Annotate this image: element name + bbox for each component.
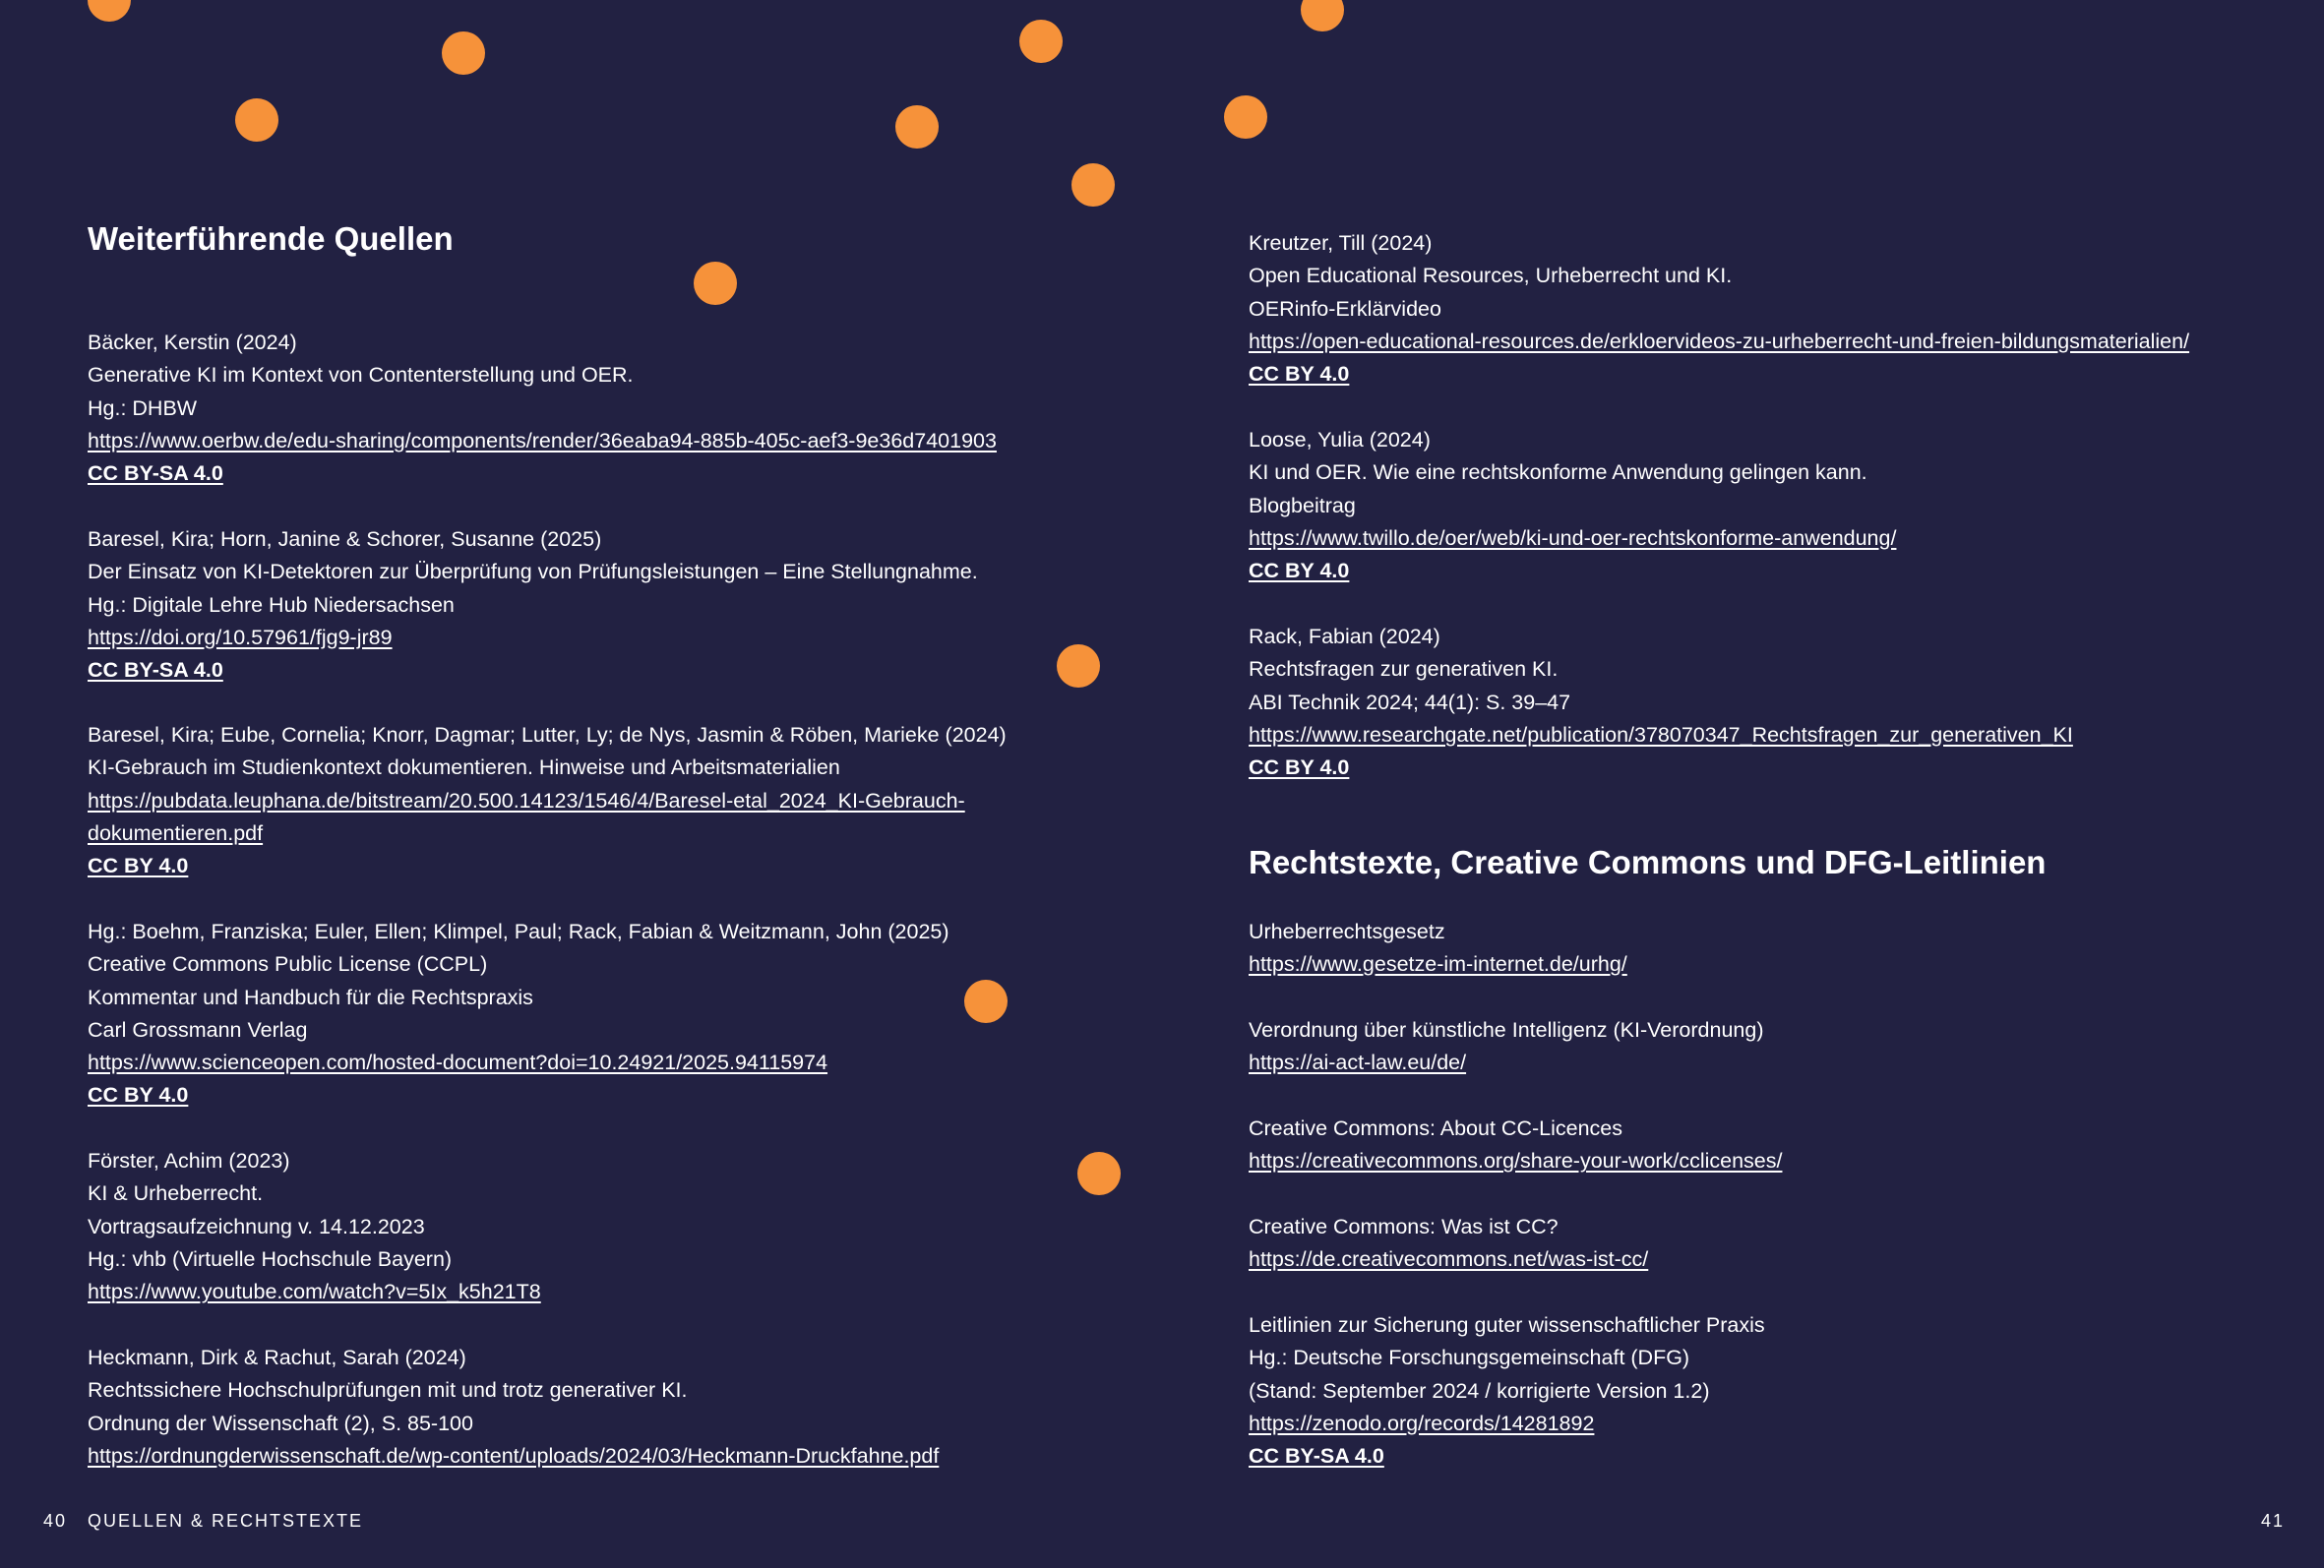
entry-link[interactable]: https://www.gesetze-im-internet.de/urhg/ <box>1249 952 1627 977</box>
entry-link[interactable]: https://ai-act-law.eu/de/ <box>1249 1051 1467 1075</box>
entry-link[interactable]: https://www.researchgate.net/publication/378070347_Rechtsfragen_zur_generativen_KI <box>1249 722 2073 747</box>
decorative-dot <box>1057 644 1100 688</box>
decorative-dot <box>1224 95 1267 139</box>
entry-publisher: Hg.: Digitale Lehre Hub Niedersachsen <box>88 592 455 617</box>
entry-publisher: Hg.: DHBW <box>88 395 198 420</box>
entry-author: Loose, Yulia (2024) <box>1249 428 1431 452</box>
entry-link[interactable]: https://www.twillo.de/oer/web/ki-und-oer-rechtskonforme-anwendung/ <box>1249 525 1897 550</box>
page-number-right: 41 <box>2261 1511 2286 1531</box>
legal-entry <box>1249 1211 1648 1277</box>
entry-title: Urheberrechtsgesetz <box>1249 920 1445 943</box>
entry-title: Leitlinien zur Sicherung guter wissenschaftlicher Praxis <box>1249 1313 1765 1337</box>
page-number-left: 40 <box>43 1511 68 1531</box>
license-label: CC BY-SA 4.0 <box>88 658 223 683</box>
license-label: CC BY 4.0 <box>1249 559 1350 583</box>
source-entry <box>88 1145 541 1308</box>
entry-publisher: Hg.: Deutsche Forschungsgemeinschaft (DFG) <box>1249 1346 1690 1370</box>
entry-title: KI & Urheberrecht. <box>88 1181 264 1206</box>
decorative-dot <box>88 0 131 22</box>
entry-author: Rack, Fabian (2024) <box>1249 625 1440 648</box>
entry-link[interactable]: https://pubdata.leuphana.de/bitstream/20.500.14123/1546/4/Baresel-etal_2024_KI-Gebrauch- <box>88 788 965 813</box>
entry-version: (Stand: September 2024 / korrigierte Version 1.2) <box>1249 1378 1710 1403</box>
entry-publisher: Ordnung der Wissenschaft (2), S. 85-100 <box>88 1411 473 1435</box>
source-entry <box>88 916 949 1113</box>
legal-entry <box>1249 1113 1782 1178</box>
entry-link[interactable]: https://www.scienceopen.com/hosted-document?doi=10.24921/2025.94115974 <box>88 1051 828 1075</box>
entry-link[interactable]: https://ordnungderwissenschaft.de/wp-content/uploads/2024/03/Heckmann-Druckfahne.pdf <box>88 1443 940 1468</box>
entry-link[interactable]: https://www.oerbw.de/edu-sharing/components/render/36eaba94-885b-405c-aef3-9e36d7401903 <box>88 428 997 452</box>
entry-type: OERinfo-Erklärvideo <box>1249 296 1441 321</box>
decorative-dot <box>1071 163 1115 207</box>
legal-entry <box>1249 916 1627 982</box>
entry-author: Heckmann, Dirk & Rachut, Sarah (2024) <box>88 1346 466 1369</box>
decorative-dot <box>235 98 278 142</box>
license-label: CC BY 4.0 <box>1249 362 1350 387</box>
decorative-dot <box>1301 0 1344 31</box>
entry-link-continued[interactable]: dokumentieren.pdf <box>88 820 264 845</box>
entry-link[interactable]: https://creativecommons.org/share-your-work/cclicenses/ <box>1249 1149 1783 1174</box>
entry-title: Creative Commons Public License (CCPL) <box>88 952 488 977</box>
entry-publisher: ABI Technik 2024; 44(1): S. 39–47 <box>1249 690 1571 714</box>
entry-title: KI-Gebrauch im Studienkontext dokumentieren. Hinweise und Arbeitsmaterialien <box>88 755 840 780</box>
entry-publisher: Hg.: vhb (Virtuelle Hochschule Bayern) <box>88 1246 453 1271</box>
license-label: CC BY-SA 4.0 <box>88 461 223 486</box>
entry-subtitle: Kommentar und Handbuch für die Rechtspraxis <box>88 985 533 1009</box>
entry-subtitle: Vortragsaufzeichnung v. 14.12.2023 <box>88 1214 425 1238</box>
decorative-dot <box>694 262 737 305</box>
entry-author: Förster, Achim (2023) <box>88 1149 290 1173</box>
entry-link[interactable]: https://www.youtube.com/watch?v=5Ix_k5h21T8 <box>88 1280 541 1304</box>
decorative-dot <box>442 31 485 75</box>
entry-link[interactable]: https://zenodo.org/records/14281892 <box>1249 1411 1595 1435</box>
entry-type: Blogbeitrag <box>1249 493 1356 517</box>
decorative-dot <box>1019 20 1063 63</box>
legal-entry <box>1249 1309 1765 1473</box>
entry-title: Open Educational Resources, Urheberrecht und KI. <box>1249 264 1733 288</box>
license-label: CC BY 4.0 <box>88 854 189 878</box>
decorative-dot <box>895 105 939 149</box>
entry-title: Rechtsfragen zur generativen KI. <box>1249 657 1559 682</box>
legal-entry <box>1249 1014 1764 1080</box>
entry-publisher: Carl Grossmann Verlag <box>88 1017 308 1042</box>
license-label: CC BY-SA 4.0 <box>1249 1444 1384 1469</box>
entry-author: Baresel, Kira; Eube, Cornelia; Knorr, Dagmar; Lutter, Ly; de Nys, Jasmin & Röben, Marieke (2024) <box>88 723 1007 747</box>
entry-link[interactable]: https://open-educational-resources.de/erkloervideos-zu-urheberrecht-und-freien-bildungsmaterialien/ <box>1249 329 2190 353</box>
entry-author: Bäcker, Kerstin (2024) <box>88 331 297 354</box>
entry-title: Verordnung über künstliche Intelligenz (KI-Verordnung) <box>1249 1018 1764 1042</box>
source-entry <box>88 523 978 687</box>
entry-link[interactable]: https://de.creativecommons.net/was-ist-cc/ <box>1249 1247 1649 1272</box>
source-entry <box>88 719 1007 882</box>
section-heading-legal-texts: Rechtstexte, Creative Commons und DFG-Leitlinien <box>1249 844 2047 880</box>
entry-title: Generative KI im Kontext von Contenterstellung und OER. <box>88 363 634 388</box>
entry-title: Creative Commons: Was ist CC? <box>1249 1215 1559 1238</box>
section-heading-sources: Weiterführende Quellen <box>88 220 454 257</box>
source-entry <box>88 327 997 490</box>
entry-author: Kreutzer, Till (2024) <box>1249 231 1433 255</box>
decorative-dot <box>964 980 1008 1023</box>
entry-author: Hg.: Boehm, Franziska; Euler, Ellen; Klimpel, Paul; Rack, Fabian & Weitzmann, John (2025) <box>88 920 949 943</box>
decorative-dot <box>1077 1152 1121 1195</box>
entry-title: Creative Commons: About CC-Licences <box>1249 1116 1622 1140</box>
source-entry <box>1249 621 2073 784</box>
source-entry <box>88 1342 939 1473</box>
source-entry <box>1249 227 2189 391</box>
entry-link[interactable]: https://doi.org/10.57961/fjg9-jr89 <box>88 625 393 649</box>
running-footer-section: QUELLEN & RECHTSTEXTE <box>88 1511 364 1531</box>
source-entry <box>1249 424 1896 587</box>
entry-title: Der Einsatz von KI-Detektoren zur Überprüfung von Prüfungsleistungen – Eine Stellungnahme. <box>88 560 978 584</box>
entry-title: Rechtssichere Hochschulprüfungen mit und trotz generativer KI. <box>88 1378 688 1403</box>
entry-title: KI und OER. Wie eine rechtskonforme Anwendung gelingen kann. <box>1249 460 1867 485</box>
license-label: CC BY 4.0 <box>88 1083 189 1108</box>
license-label: CC BY 4.0 <box>1249 755 1350 780</box>
entry-author: Baresel, Kira; Horn, Janine & Schorer, Susanne (2025) <box>88 527 602 551</box>
